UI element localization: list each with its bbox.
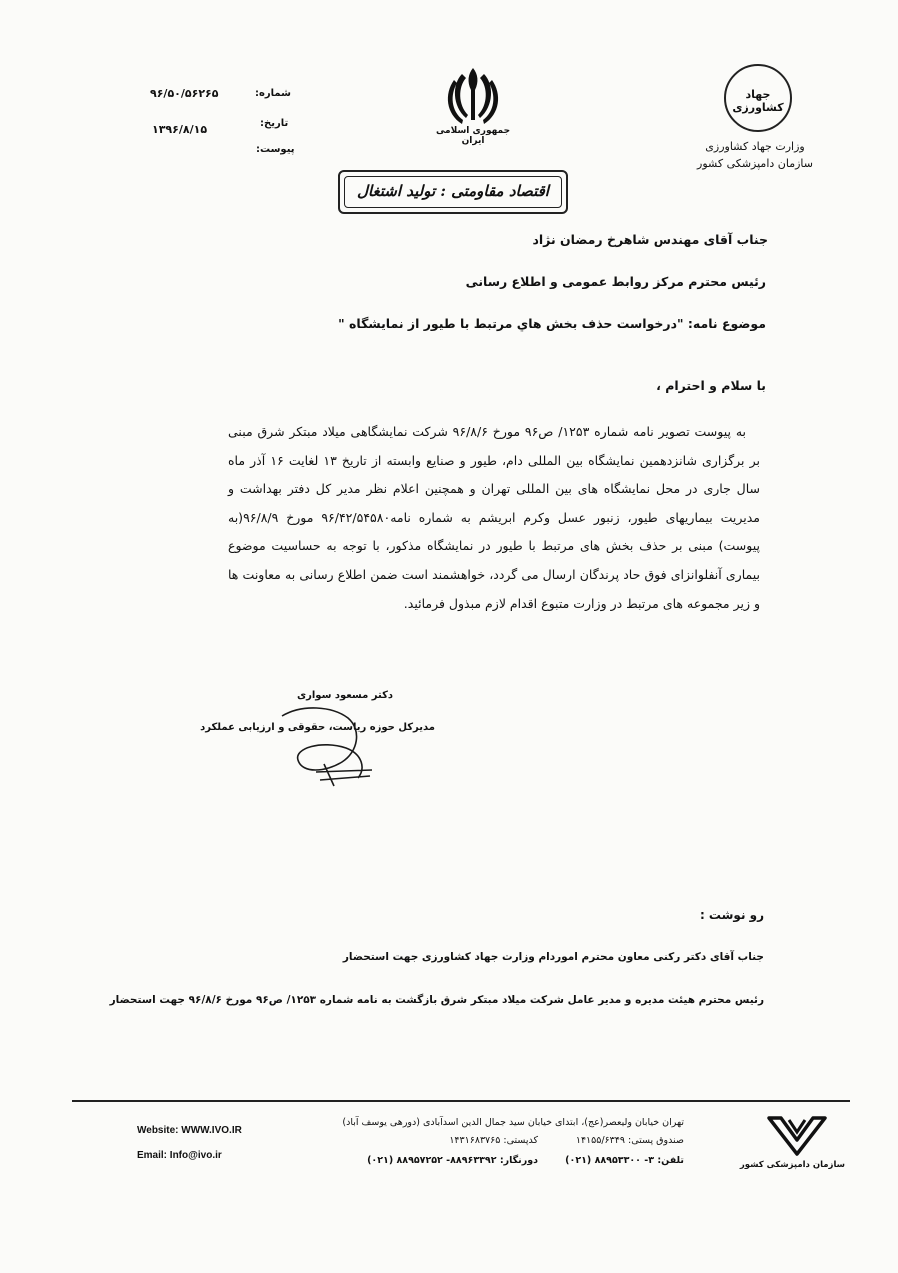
republic-caption: جمهوری اسلامی ایران bbox=[435, 126, 511, 146]
signatory-position: مدیرکل حوزه ریاست، حقوقی و ارزیابی عملکرد bbox=[200, 722, 435, 733]
slogan-text: اقتصاد مقاومتی : تولید اشتغال bbox=[357, 182, 549, 200]
ministry-line-1: وزارت جهاد کشاورزی bbox=[705, 140, 805, 153]
footer-divider bbox=[72, 1100, 850, 1102]
footer-email[interactable]: Email: Info@ivo.ir bbox=[137, 1150, 222, 1161]
slogan-stamp bbox=[338, 170, 568, 214]
footer-postal-code: کدپستی: ۱۴۳۱۶۸۳۷۶۵ bbox=[449, 1135, 538, 1146]
cc-line-2: رئیس محترم هیئت مدیره و مدیر عامل شرکت میلاد مبتکر شرق بازگشت به نامه شماره ۱۲۵۳/ ص۹۶ مورخ ۹۶/۸/۶ جهت استحضار bbox=[109, 994, 764, 1006]
ministry-name bbox=[690, 138, 820, 172]
signatory-name: دکتر مسعود سواری bbox=[296, 690, 394, 701]
attachment-label: پیوست: bbox=[256, 144, 295, 155]
signature-scribble-icon bbox=[262, 700, 392, 790]
org-logo-caption: سازمان دامپزشکی کشور bbox=[739, 1160, 845, 1170]
footer-phone: تلفن: ۳- ۸۸۹۵۳۳۰۰ (۰۲۱) bbox=[565, 1155, 684, 1166]
org-logo-icon bbox=[765, 1110, 829, 1158]
ministry-logo-icon bbox=[724, 64, 792, 132]
greeting: با سلام و احترام ، bbox=[656, 378, 766, 393]
footer-postal-box: صندوق پستی: ۱۴۱۵۵/۶۳۴۹ bbox=[575, 1135, 684, 1146]
iran-emblem-icon bbox=[438, 62, 508, 132]
footer-website[interactable]: Website: WWW.IVO.IR bbox=[137, 1125, 242, 1136]
number-label-text: شماره: bbox=[255, 88, 291, 99]
date-label: تاریخ: bbox=[260, 118, 289, 129]
ministry-line-2: سازمان دامپزشکی کشور bbox=[697, 157, 813, 170]
cc-line-1: جناب آقای دکتر رکنی معاون محترم اموردام وزارت جهاد کشاورزی جهت استحضار bbox=[342, 951, 764, 963]
letter-body: به پیوست تصویر نامه شماره ۱۲۵۳/ ص۹۶ مورخ ۹۶/۸/۶ شرکت نمایشگاهی میلاد مبتکر شرق مبنی بر برگزاری شانزدهمین نمایشگاه بین المللی دام، طیور و صنایع وابسته از تاریخ ۱۳ لغایت ۱۶ آذر ماه سال جاری در محل نمایشگاه های بین المللی تهران و همچنین اعلام نظر مدیر کل دفتر بهداشت و مدیریت بیماریهای طیور، زنبور عسل وکرم ابریشم به شماره نامه۹۶/۴۲/۵۴۵۸۰ مورخ ۹۶/۸/۹(به پیوست) مبنی بر حذف بخش های مرتبط با طیور در نمایشگاه مذکور، با توجه به حساسیت موضوع بیماری آنفلوانزای فوق حاد پرندگان ارسال می گردد، خواهشمند است ضمن اطلاع رسانی به معاونت ها و زیر مجموعه های مرتبط در وزارت متبوع اقدام لازم مبذول فرمائید. bbox=[228, 424, 760, 611]
addressee: جناب آقای مهندس شاهرخ رمضان نژاد bbox=[532, 232, 768, 247]
ministry-logo-text: جهاد کشاورزی bbox=[732, 88, 784, 114]
subject-line: موضوع نامه: "درخواست حذف بخش هاي مرتبط با طيور از نمايشگاه " bbox=[338, 316, 766, 331]
addressee-title: رئیس محترم مرکز روابط عمومی و اطلاع رسانی bbox=[465, 274, 766, 289]
footer-address: تهران خیابان ولیعصر(عج)، ابتدای خیابان سید جمال الدین اسدآبادی (دورهی یوسف آباد) bbox=[342, 1117, 684, 1128]
letter-number: ۹۶/۵۰/۵۶۲۶۵ bbox=[150, 87, 219, 100]
cc-label: رو نوشت : bbox=[699, 908, 764, 922]
footer-fax: دورنگار: ۸۸۹۶۳۳۹۲- ۸۸۹۵۷۲۵۲ (۰۲۱) bbox=[367, 1155, 538, 1166]
letter-date: ۱۳۹۶/۸/۱۵ bbox=[152, 123, 208, 136]
